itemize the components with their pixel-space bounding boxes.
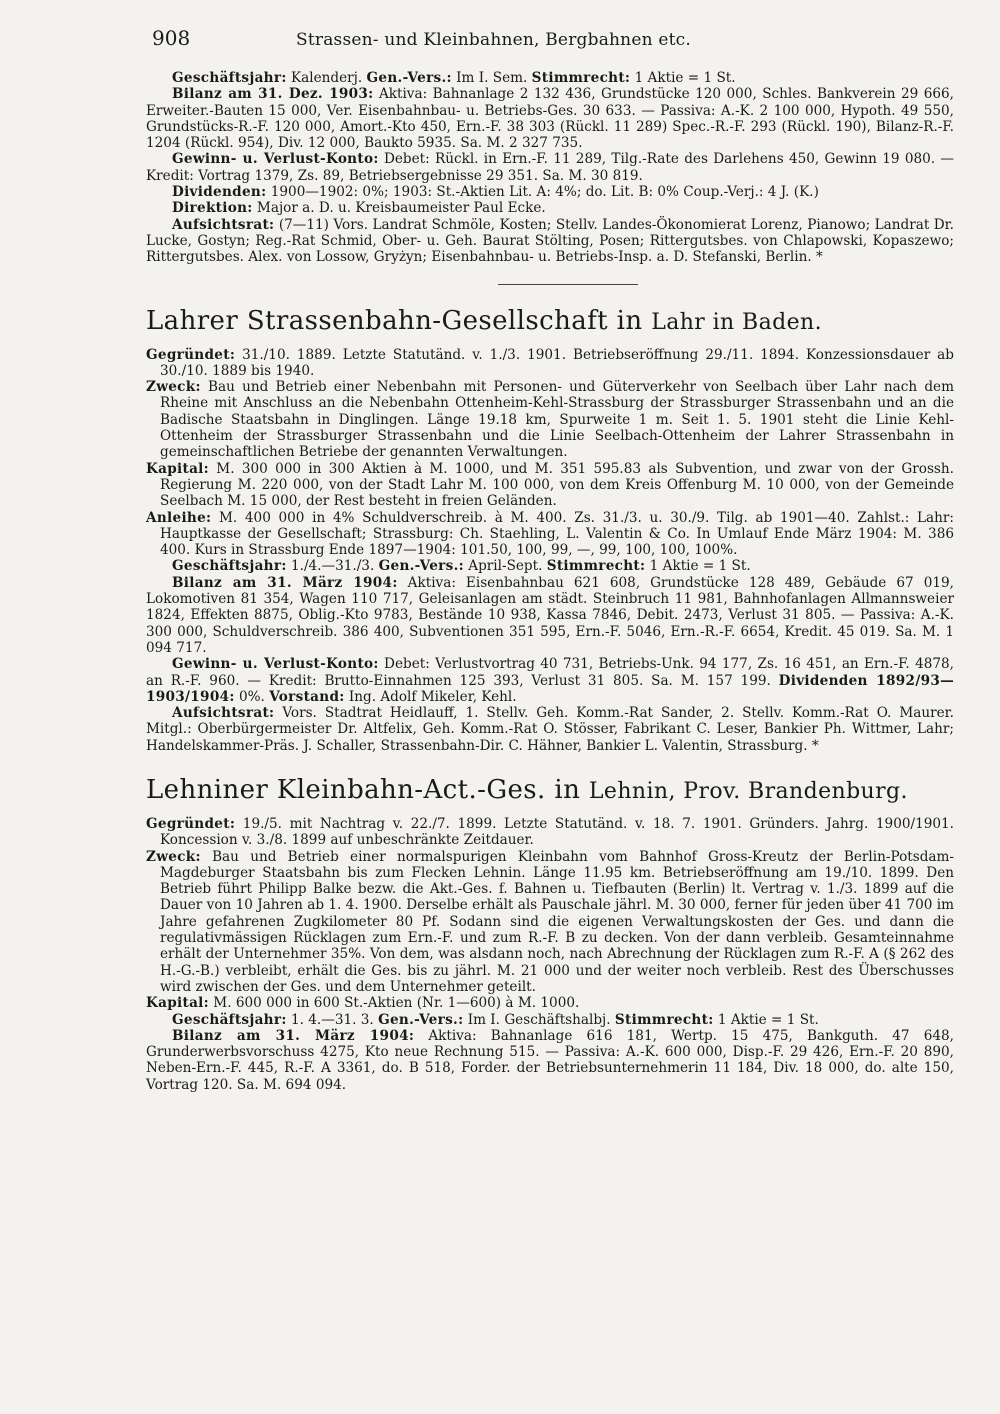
label-purpose: Zweck: [146, 379, 201, 396]
value-balance: Aktiva: Bahnanlage 616 181, Wertp. 15 475, Bankguth. 47 648, Grunderwerbsvorschuss 4275, Kto neue Rechnung 515. — Passiva: A.-K. 600 000, Disp.-F. 29 426, Ern.-F. 20 890, Neben-Ern.-F. 445, R.-F. A 3361, do. B 518, Forder. der Betriebsunternehmerin 11 184, Div. 18 000, do. alte 150, Vortrag 120. Sa. M. 694 094. [146, 1027, 954, 1093]
label-balance: Bilanz am 31. März 1904: [172, 574, 398, 591]
label-fiscal-year: Geschäftsjahr: [172, 70, 287, 86]
label-supervisory-board: Aufsichtsrat: [172, 216, 275, 233]
paragraph-founded [146, 816, 954, 849]
value-voting-right: 1 Aktie = 1 St. [713, 1011, 819, 1028]
label-general-meeting: Gen.-Vers.: [378, 558, 464, 575]
paragraph-balance [146, 575, 954, 656]
value-general-meeting: April-Sept. [463, 558, 547, 575]
value-supervisory-board: (7—11) Vors. Landrat Schmöle, Kosten; Stellv. Landes-Ökonomierat Lorenz, Pianowo; Landrat Dr. Lucke, Gostyn; Reg.-Rat Schmid, Ober- u. Geh. Baurat Stölting, Posen; Rittergutsbes. von Chlapowski, Kopaszewo; Rittergutsbes. Alex. von Lossow, Gryżyn; Eisenbahnbau- u. Betriebs-Insp. a. D. Stefanski, Berlin. * [146, 216, 954, 266]
paragraph-purpose [146, 379, 954, 460]
label-voting-right: Stimmrecht: [531, 70, 631, 86]
paragraph-profit-loss [146, 656, 954, 705]
value-fiscal-year: 1./4.—31./3. [286, 558, 379, 575]
paragraph-supervisory-board [146, 705, 954, 754]
value-profit-loss: Debet: Verlustvortrag 40 731, Betriebs-Unk. 94 177, Zs. 16 451, an Ern.-F. 4878, an R.-F. 960. — Kredit: Brutto-Einnahmen 125 393, Verlust 31 805. Sa. M. 157 199. [146, 656, 954, 689]
value-voting-right: 1 Aktie = 1 St. [645, 558, 751, 575]
label-balance: Bilanz am 31. März 1904: [172, 1027, 415, 1044]
company-name: Lahrer Strassenbahn-Gesellschaft [146, 305, 608, 336]
label-loan: Anleihe: [146, 509, 212, 526]
label-profit-loss: Gewinn- u. Verlust-Konto: [172, 656, 379, 673]
value-capital: M. 300 000 in 300 Aktien à M. 1000, und M. 351 595.83 als Subvention, und zwar von der Grossh. Regierung M. 220 000, von der Stadt Lahr M. 100 000, von dem Kreis Offenburg M. 10 000, von der Gemeinde Seelbach M. 15 000, der Rest besteht in freien Geländen. [160, 460, 954, 510]
label-general-meeting: Gen.-Vers.: [366, 70, 452, 86]
label-dividends: Dividenden: [172, 184, 267, 201]
value-purpose: Bau und Betrieb einer normalspurigen Kleinbahn vom Bahnhof Gross-Kreutz der Berlin-Potsdam-Magdeburger Staatsbahn bis zum Flecken Lehnin. Länge 11.95 km. Betriebseröffnung am 19./10. 1899. Den Betrieb führt Philipp Balke bezw. die Akt.-Ges. f. Bahnen u. Tiefbauten (Berlin) lt. Vertrag v. 1./3. 1899 auf die Dauer von 10 Jahren ab 1. 4. 1900. Derselbe erhält als Pauschale jährl. M. 30 000, ferner für jeden über 41 700 im Jahre gefahrenen Zugkilometer 80 Pf. Sodann sind die eigenen Verwaltungskosten der Ges. und dann die regulativmässigen Rücklagen zum Ern.-F. und zum R.-F. B zu decken. Von der dann verbleib. Gesamteinnahme erhält der Unternehmer 35%. Von dem, was alsdann noch, nach Abrechnung der Rücklagen zum R.-F. A (§ 262 des H.-G.-B.) verbleibt, erhält die Ges. bis zu jährl. M. 21 000 und der weiter noch verbleib. Rest des Überschusses wird zwischen der Ges. und dem Unternehmer geteilt. [160, 848, 954, 995]
company-name: Lehniner Kleinbahn-Act.-Ges. [146, 774, 546, 805]
page-number: 908 [152, 26, 191, 50]
value-fiscal-year: 1. 4.—31. 3. [286, 1011, 379, 1028]
value-profit-loss: Debet: Rückl. in Ern.-F. 11 289, Tilg.-Rate des Darlehens 450, Gewinn 19 080. — Kredit: Vortrag 1379, Zs. 89, Betriebsergebnisse 29 351. Sa. M. 30 819. [146, 151, 954, 184]
value-loan: M. 400 000 in 4% Schuldverschreib. à M. 400. Zs. 31./3. u. 30./9. Tilg. ab 1901—40. Zahlst.: Lahr: Hauptkasse der Gesellschaft; Strassburg: Ch. Staehling, L. Valentin & Co. In Umlauf Ende März 1904: M. 386 400. Kurs in Strassburg Ende 1897—1904: 101.50, 100, 99, —, 99, 100, 100, 100%. [160, 509, 954, 559]
company-in: in [545, 774, 589, 805]
value-capital: M. 600 000 in 600 St.-Aktien (Nr. 1—600) à M. 1000. [208, 995, 580, 1012]
company-in: in [608, 305, 652, 336]
company-region: Prov. Brandenburg. [675, 778, 908, 804]
label-founded: Gegründet: [146, 346, 236, 363]
label-fiscal-year: Geschäftsjahr: [172, 558, 287, 575]
company-city: Lahr [651, 309, 706, 335]
label-dividends: Dividenden 1892/93—1903/1904: [146, 672, 954, 705]
value-dividends: 0%. [234, 688, 270, 705]
value-general-meeting: Im I. Geschäftshalbj. [463, 1011, 615, 1028]
entry-lehniner-kleinbahn [146, 774, 954, 1093]
entry-lahrer-strassenbahn [146, 305, 954, 754]
label-voting-right: Stimmrecht: [546, 558, 646, 575]
value-balance: Aktiva: Bahnanlage 2 132 436, Grundstücke 120 000, Schles. Bankverein 29 666, Erweiter.-Bauten 15 000, Ver. Eisenbahnbau- u. Betriebs-Ges. 30 633. — Passiva: A.-K. 2 100 000, Hypoth. 49 550, Grundstücks-R.-F. 120 000, Amort.-Kto 450, Ern.-F. 38 303 (Rückl. 11 289) Spec.-R.-F. 293 (Rückl. 190), Bilanz-R.-F. 1204 (Rückl. 954), Div. 12 000, Baukto 5935. Sa. M. 2 327 735. [146, 86, 954, 152]
company-title [146, 305, 954, 339]
company-title [146, 774, 954, 808]
running-title: Strassen- und Kleinbahnen, Bergbahnen etc. [296, 30, 691, 50]
value-supervisory-board: Vors. Stadtrat Heidlauff, 1. Stellv. Geh. Komm.-Rat Sander, 2. Stellv. Komm.-Rat O. Maurer. Mitgl.: Oberbürgermeister Dr. Altfelix, Geh. Komm.-Rat O. Stösser, Fabrikant C. Leser, Bankier Ph. Wittmer, Lahr; Handelskammer-Präs. J. Schaller, Strassenbahn-Dir. C. Hähner, Bankier L. Valentin, Strassburg. * [146, 705, 954, 754]
value-balance: Aktiva: Eisenbahnbau 621 608, Grundstücke 128 489, Gebäude 67 019, Lokomotiven 81 354, Wagen 110 717, Geleisanlagen am städt. Steinbruch 11 981, Bahnhofanlagen Allmannsweier 1824, Effekten 8875, Oblig.-Kto 9783, Bestände 10 938, Kassa 7846, Debit. 2473, Verlust 31 805. — Passiva: A.-K. 300 000, Schuldverschreib. 386 400, Subventionen 351 595, Ern.-F. 5046, Ern.-R.-F. 6654, Kredit. 45 019. Sa. M. 1 094 717. [146, 574, 954, 656]
page-header [146, 26, 954, 70]
label-board: Vorstand: [269, 688, 345, 705]
value-fiscal-year: Kalenderj. [286, 70, 367, 86]
label-fiscal-year: Geschäftsjahr: [172, 1011, 287, 1028]
value-purpose: Bau und Betrieb einer Nebenbahn mit Personen- und Güterverkehr von Seelbach über Lahr nach dem Rheine mit Anschluss an die Nebenbahn Ottenheim-Kehl-Strassburg der Strassburger Strassenbahn und an die Badische Staatsbahn in Dinglingen. Länge 19.18 km, Spurweite 1 m. Seit 1. 5. 1901 steht die Linie Kehl-Ottenheim der Strassburger Strassenbahn und die Linie Seelbach-Ottenheim der Lahrer Strassenbahn in gemeinschaftlichen Betriebe der genannten Verwaltungen. [160, 379, 954, 461]
company-city: Lehnin, [588, 778, 676, 804]
label-supervisory-board: Aufsichtsrat: [172, 705, 275, 722]
company-region: in Baden. [705, 309, 822, 335]
label-capital: Kapital: [146, 460, 209, 477]
label-balance: Bilanz am 31. Dez. 1903: [172, 86, 374, 103]
value-management: Major a. D. u. Kreisbaumeister Paul Ecke. [252, 200, 546, 217]
value-general-meeting: Im I. Sem. [451, 70, 532, 86]
paragraph-purpose [146, 849, 954, 996]
paragraph-supervisory-board [146, 217, 954, 266]
value-dividends: 1900—1902: 0%; 1903: St.-Aktien Lit. A: 4%; do. Lit. B: 0% Coup.-Verj.: 4 J. (K.) [266, 184, 819, 201]
value-board: Ing. Adolf Mikeler, Kehl. [344, 688, 517, 705]
label-management: Direktion: [172, 200, 253, 217]
paragraph-capital [146, 995, 954, 1011]
paragraph-balance [146, 86, 954, 151]
label-founded: Gegründet: [146, 815, 236, 832]
label-general-meeting: Gen.-Vers.: [378, 1011, 464, 1028]
paragraph-management [146, 200, 954, 216]
paragraph-balance [146, 1028, 954, 1093]
label-voting-right: Stimmrecht: [614, 1011, 714, 1028]
value-founded: 19./5. mit Nachtrag v. 22./7. 1899. Letzte Statutänd. v. 18. 7. 1901. Gründers. Jahrg. 1900/1901. Koncession v. 3./8. 1899 auf unbeschränkte Zeitdauer. [160, 815, 954, 849]
label-purpose: Zweck: [146, 848, 201, 865]
label-capital: Kapital: [146, 995, 209, 1012]
paragraph-profit-loss [146, 151, 954, 184]
label-profit-loss: Gewinn- u. Verlust-Konto: [172, 151, 379, 168]
paragraph-founded [146, 347, 954, 380]
section-divider [498, 284, 638, 285]
paragraph-loan [146, 510, 954, 559]
paragraph-fiscal-year [146, 558, 954, 574]
value-founded: 31./10. 1889. Letzte Statutänd. v. 1./3. 1901. Betriebseröffnung 29./11. 1894. Konzessionsdauer ab 30./10. 1889 bis 1940. [160, 346, 954, 379]
paragraph-capital [146, 461, 954, 510]
paragraph-fiscal-year [146, 1012, 954, 1028]
paragraph-dividends [146, 184, 954, 200]
paragraph-fiscal-year [146, 70, 954, 86]
entry-previous-company [146, 70, 954, 266]
value-voting-right: 1 Aktie = 1 St. [630, 70, 736, 86]
